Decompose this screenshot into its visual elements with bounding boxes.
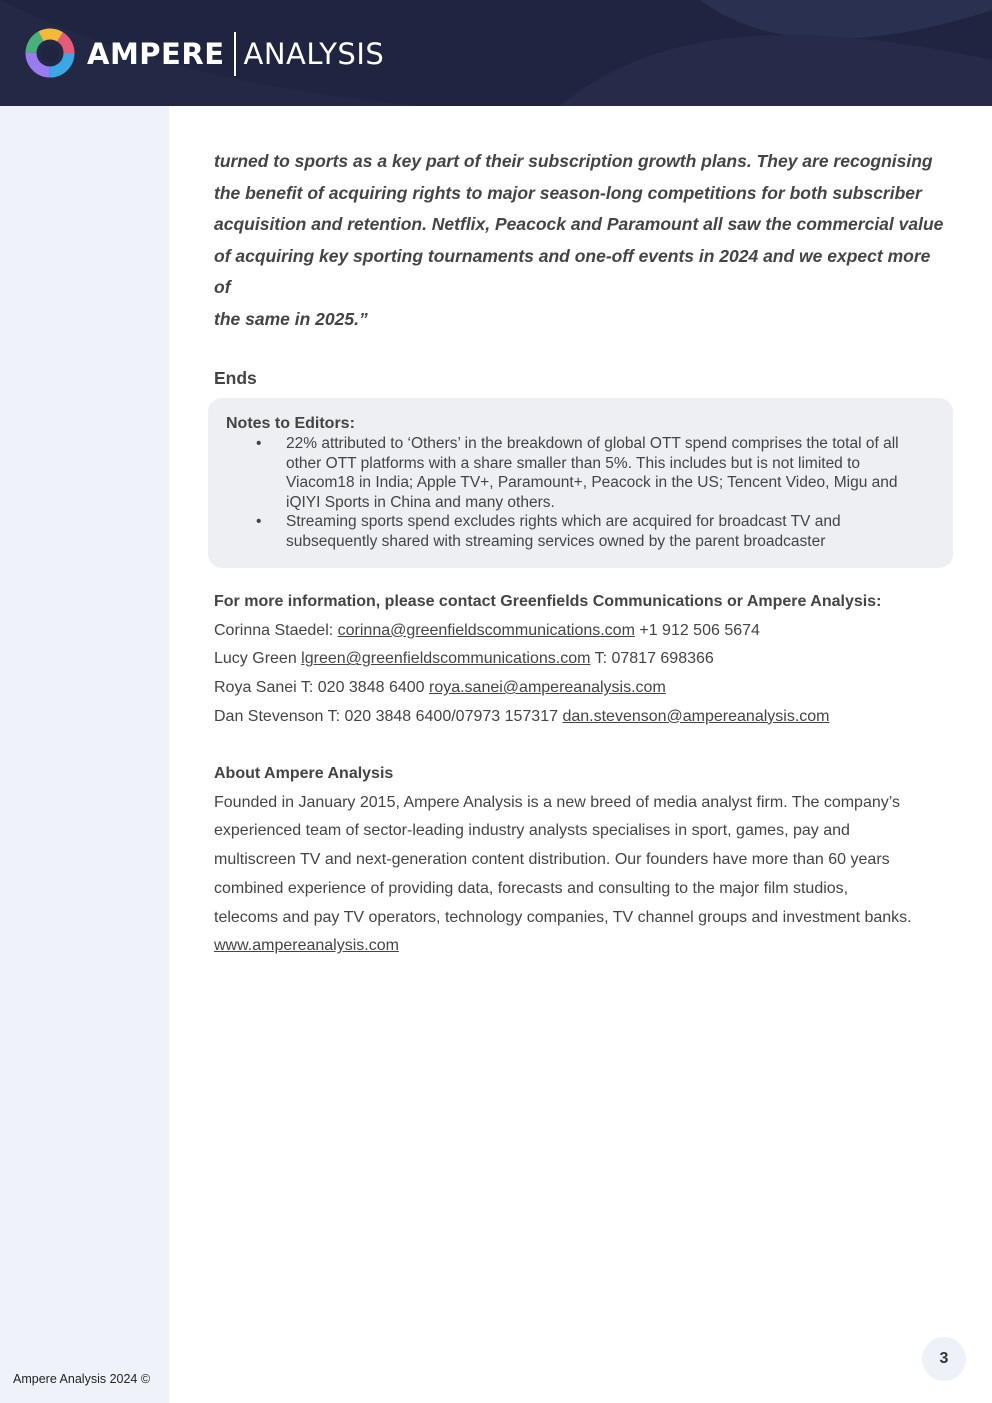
quote-line: the benefit of acquiring rights to major season-long competitions for both subscriber <box>214 182 922 203</box>
contact-row <box>214 617 954 646</box>
brand-secondary: ANALYSIS <box>243 37 385 71</box>
quote-line: of acquiring key sporting tournaments and one-off events in 2024 and we expect more of <box>214 245 931 298</box>
bullet-icon: • <box>256 513 262 530</box>
notes-title: Notes to Editors: <box>226 415 355 432</box>
notes-list <box>226 434 935 551</box>
quote-line: acquisition and retention. Netflix, Peacock and Paramount all saw the commercial value <box>214 214 944 235</box>
contact-email-link[interactable]: corinna@greenfieldscommunications.com <box>337 621 635 639</box>
about-section <box>214 760 954 961</box>
notes-item-text: Streaming sports spend excludes rights which are acquired for broadcast TV and subsequently shared with streaming services owned by the parent broadcaster <box>286 513 841 550</box>
page-number-badge: 3 <box>922 1337 966 1381</box>
brand-wordmark <box>87 33 384 75</box>
contact-row <box>214 674 954 703</box>
quote-line: turned to sports as a key part of their subscription growth plans. They are recognising <box>214 151 933 171</box>
contact-heading: For more information, please contact Greenfields Communications or Ampere Analysis: <box>214 593 882 610</box>
about-line: Founded in January 2015, Ampere Analysis is a new breed of media analyst firm. The company’s <box>214 793 901 811</box>
contact-row <box>214 703 954 732</box>
contact-phone: T: 07817 698366 <box>590 650 714 668</box>
contact-name: Dan Stevenson T: 020 3848 6400/07973 157317 <box>214 707 563 725</box>
contact-name: Lucy Green <box>214 650 302 668</box>
contact-email-link[interactable]: roya.sanei@ampereanalysis.com <box>428 679 666 697</box>
ampere-ring-logo-icon <box>25 28 75 78</box>
about-paragraph <box>214 789 954 961</box>
about-line: experienced team of sector-leading industry analysts specialises in sport, games, pay and <box>214 822 850 840</box>
brand-primary: AMPERE <box>87 37 225 71</box>
contact-name: Roya Sanei T: 020 3848 6400 <box>214 679 429 697</box>
bullet-icon: • <box>256 435 262 452</box>
contact-email-link[interactable]: lgreen@greenfieldscommunications.com <box>301 650 591 668</box>
brand-divider <box>234 32 236 76</box>
footer-copyright: Ampere Analysis 2024 © <box>13 1372 151 1386</box>
about-line: multiscreen TV and next-generation content distribution. Our founders have more than 60 years <box>214 851 890 869</box>
quote-block <box>214 146 944 336</box>
contact-email-link[interactable]: dan.stevenson@ampereanalysis.com <box>562 707 830 725</box>
website-link[interactable]: www.ampereanalysis.com <box>214 937 399 955</box>
header-bar <box>0 0 992 106</box>
about-heading: About Ampere Analysis <box>214 765 394 782</box>
main-content <box>214 146 944 389</box>
ends-label: Ends <box>214 367 257 388</box>
contact-phone: +1 912 506 5674 <box>634 621 760 639</box>
notes-item-text: 22% attributed to ‘Others’ in the breakdown of global OTT spend comprises the total of all other OTT platforms with a share smaller than 5%. This includes but is not limited to Viacom18 in India; Apple TV+, Paramount+, Peacock in the US; Tencent Video, Migu and iQIYI Sports in China and many others. <box>286 435 899 511</box>
about-line: combined experience of providing data, forecasts and consulting to the major film studios, <box>214 879 849 897</box>
notes-to-editors-box <box>208 398 953 568</box>
quote-line: the same in 2025.” <box>214 308 368 329</box>
notes-item <box>226 512 935 551</box>
contact-section <box>214 588 954 732</box>
contact-name: Corinna Staedel: <box>214 621 338 639</box>
notes-item <box>226 434 935 512</box>
left-sidebar <box>0 106 169 1403</box>
contact-row <box>214 645 954 674</box>
about-line: telecoms and pay TV operators, technology companies, TV channel groups and investment banks. <box>214 908 912 926</box>
